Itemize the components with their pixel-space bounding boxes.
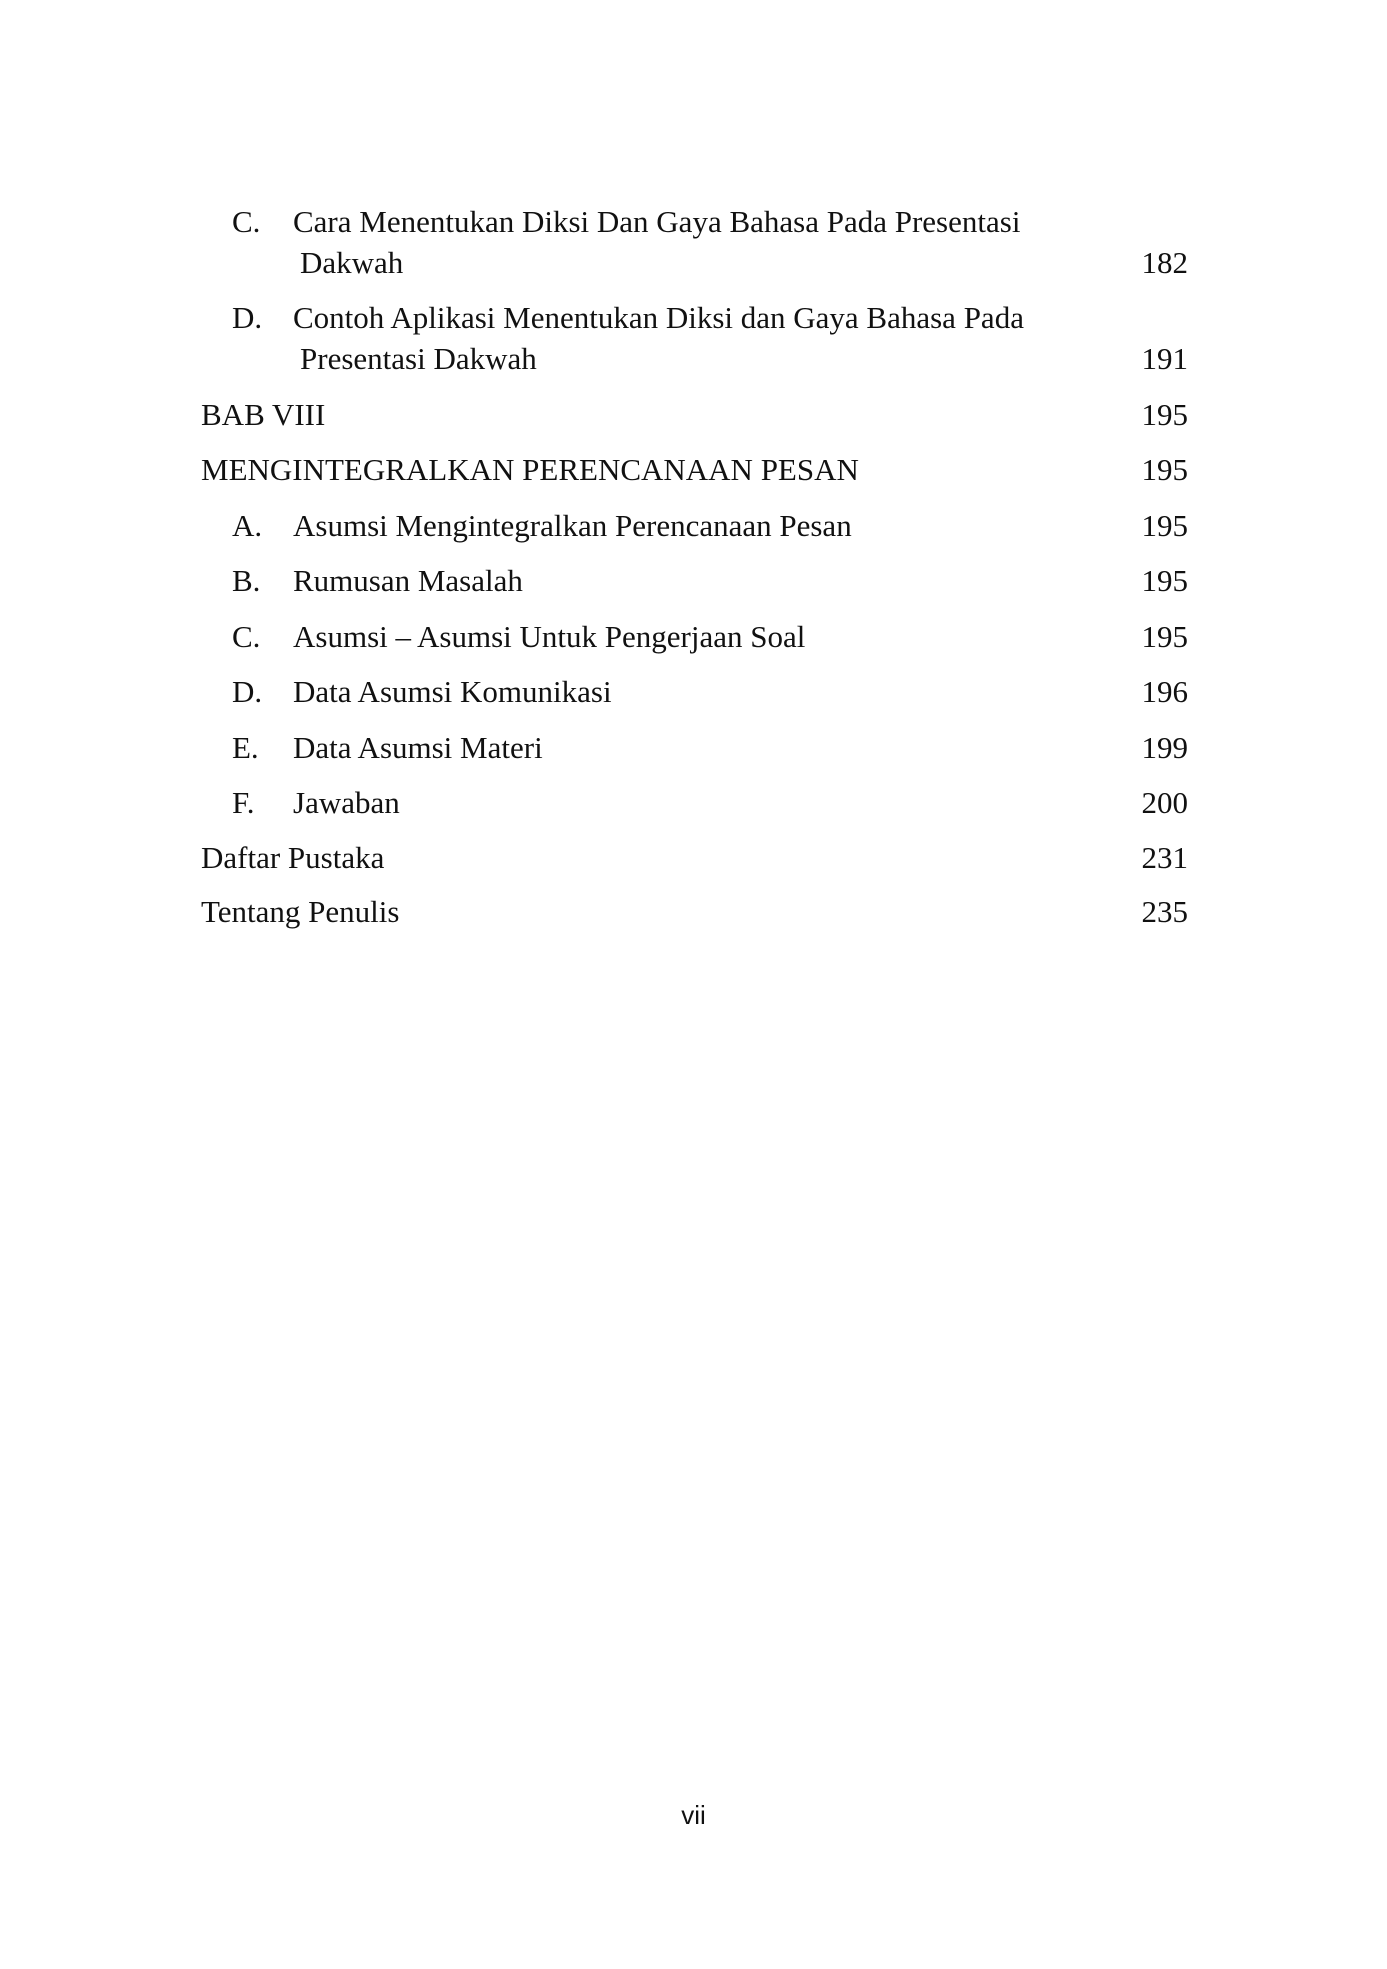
toc-entry-line (0, 243, 1387, 283)
toc-entry-letter: D. (232, 300, 263, 335)
toc-entry-title: Rumusan Masalah (293, 563, 523, 598)
toc-chapter-title: BAB VIII (201, 397, 326, 432)
toc-entry-line (0, 298, 1387, 338)
toc-entry-title: Data Asumsi Komunikasi (293, 674, 612, 709)
toc-section-title: Tentang Penulis (201, 894, 400, 929)
toc-entry-title: Contoh Aplikasi Menentukan Diksi dan Gaya Bahasa Pada (293, 300, 1024, 335)
toc-entry-title: Data Asumsi Materi (293, 730, 543, 765)
toc-entry-letter: C. (232, 619, 261, 654)
toc-entry-line (0, 339, 1387, 379)
toc-entry-line (0, 561, 1387, 601)
toc-entry-line (0, 783, 1387, 823)
toc-entry-page: 195 (1141, 452, 1188, 487)
toc-entry-page: 235 (1141, 894, 1188, 929)
toc-chapter-title: MENGINTEGRALKAN PERENCANAAN PESAN (201, 452, 859, 487)
toc-entry-page: 195 (1141, 619, 1188, 654)
toc-entry-line (0, 672, 1387, 712)
toc-section-line (0, 838, 1387, 878)
toc-entry-letter: F. (232, 785, 255, 820)
toc-entry-line (0, 202, 1387, 242)
page-number: vii (681, 1800, 706, 1830)
toc-entry-letter: C. (232, 204, 261, 239)
toc-entry-line (0, 506, 1387, 546)
toc-entry-page: 196 (1141, 674, 1188, 709)
toc-chapter-line (0, 395, 1387, 435)
toc-entry-title: Cara Menentukan Diksi Dan Gaya Bahasa Pada Presentasi (293, 204, 1021, 239)
toc-entry-title-continued: Presentasi Dakwah (300, 341, 537, 376)
toc-entry-page: 195 (1141, 508, 1188, 543)
toc-entry-letter: E. (232, 730, 259, 765)
toc-entry-page: 195 (1141, 563, 1188, 598)
toc-entry-letter: A. (232, 508, 263, 543)
toc-entry-title: Asumsi Mengintegralkan Perencanaan Pesan (293, 508, 852, 543)
toc-entry-page: 231 (1141, 840, 1188, 875)
toc-entry-page: 199 (1141, 730, 1188, 765)
toc-entry-title-continued: Dakwah (300, 245, 404, 280)
toc-entry-letter: D. (232, 674, 263, 709)
toc-entry-title: Asumsi – Asumsi Untuk Pengerjaan Soal (293, 619, 806, 654)
toc-entry-page: 182 (1141, 245, 1188, 280)
toc-section-line (0, 892, 1387, 932)
toc-entry-letter: B. (232, 563, 261, 598)
toc-entry-line (0, 617, 1387, 657)
toc-chapter-line (0, 450, 1387, 490)
toc-entry-page: 191 (1141, 341, 1188, 376)
toc-entry-line (0, 728, 1387, 768)
toc-section-title: Daftar Pustaka (201, 840, 385, 875)
toc-entry-page: 195 (1141, 397, 1188, 432)
toc-entry-page: 200 (1141, 785, 1188, 820)
toc-entry-title: Jawaban (293, 785, 400, 820)
